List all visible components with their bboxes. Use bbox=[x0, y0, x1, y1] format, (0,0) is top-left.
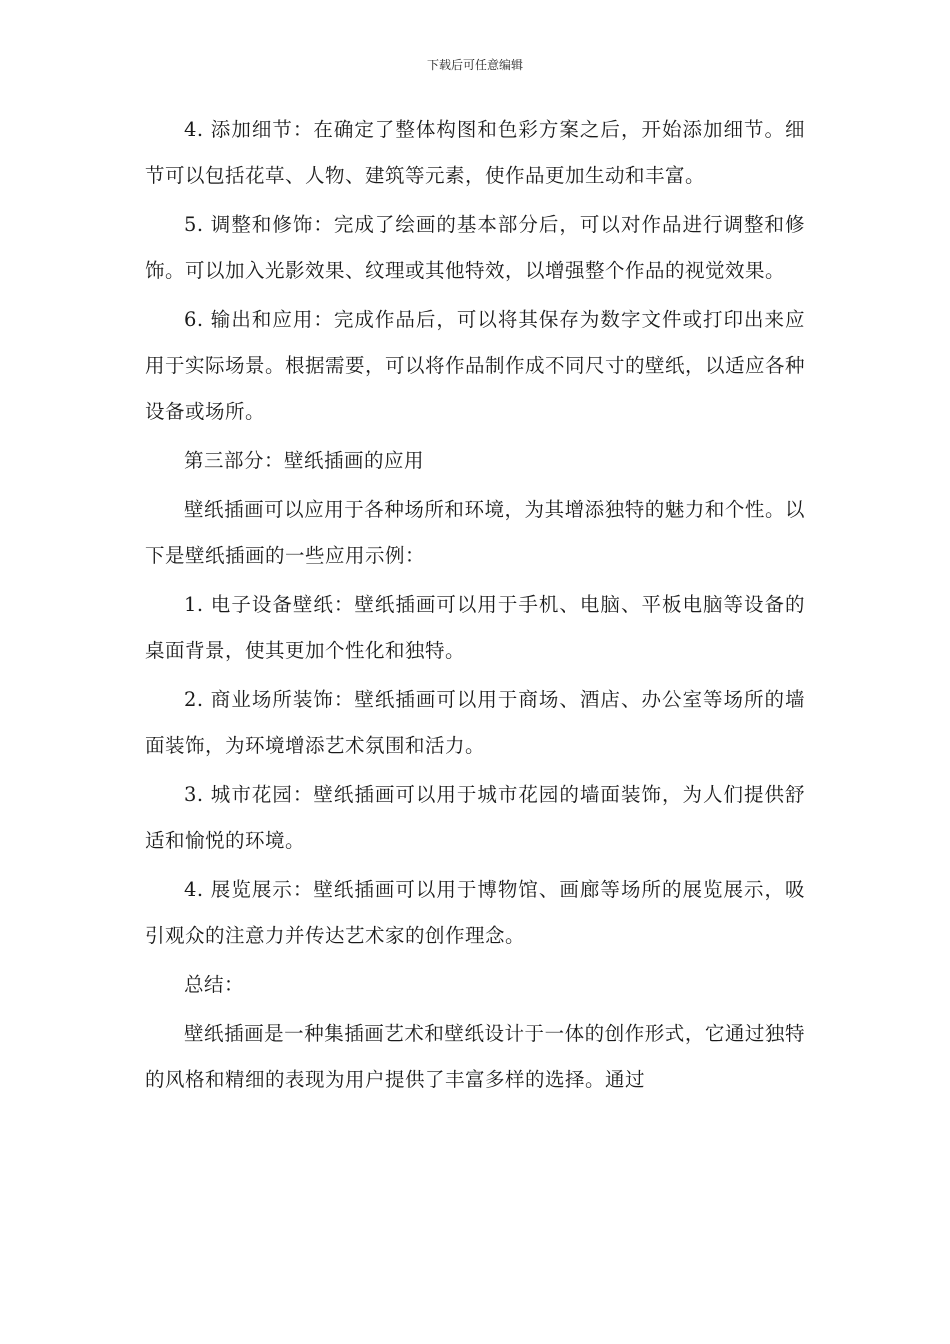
paragraph-app-2-commercial: 2. 商业场所装饰：壁纸插画可以用于商场、酒店、办公室等场所的墙面装饰，为环境增添艺术氛围和活力。 bbox=[145, 688, 805, 757]
paragraph-summary: 壁纸插画是一种集插画艺术和壁纸设计于一体的创作形式，它通过独特的风格和精细的表现为用户提供了丰富多样的选择。通过 bbox=[145, 1022, 805, 1091]
paragraph-step-4-details: 4. 添加细节：在确定了整体构图和色彩方案之后，开始添加细节。细节可以包括花草、人物、建筑等元素，使作品更加生动和丰富。 bbox=[145, 118, 805, 187]
paragraph-app-3-garden: 3. 城市花园：壁纸插画可以用于城市花园的墙面装饰，为人们提供舒适和愉悦的环境。 bbox=[145, 783, 805, 852]
paragraph-app-1-devices: 1. 电子设备壁纸：壁纸插画可以用于手机、电脑、平板电脑等设备的桌面背景，使其更加个性化和独特。 bbox=[145, 593, 805, 662]
document-body bbox=[145, 107, 805, 1103]
paragraph-step-6-output: 6. 输出和应用：完成作品后，可以将其保存为数字文件或打印出来应用于实际场景。根据需要，可以将作品制作成不同尺寸的壁纸，以适应各种设备或场所。 bbox=[145, 308, 806, 423]
page-header: 下载后可任意编辑 bbox=[426, 58, 523, 72]
section-heading-part-3: 第三部分：壁纸插画的应用 bbox=[184, 449, 425, 472]
paragraph-app-4-exhibition: 4. 展览展示：壁纸插画可以用于博物馆、画廊等场所的展览展示，吸引观众的注意力并传达艺术家的创作理念。 bbox=[145, 878, 805, 947]
section-heading-summary: 总结： bbox=[184, 973, 245, 996]
paragraph-step-5-adjust: 5. 调整和修饰：完成了绘画的基本部分后，可以对作品进行调整和修饰。可以加入光影效果、纹理或其他特效，以增强整个作品的视觉效果。 bbox=[145, 213, 805, 282]
paragraph-application-intro: 壁纸插画可以应用于各种场所和环境，为其增添独特的魅力和个性。以下是壁纸插画的一些应用示例： bbox=[145, 498, 805, 567]
